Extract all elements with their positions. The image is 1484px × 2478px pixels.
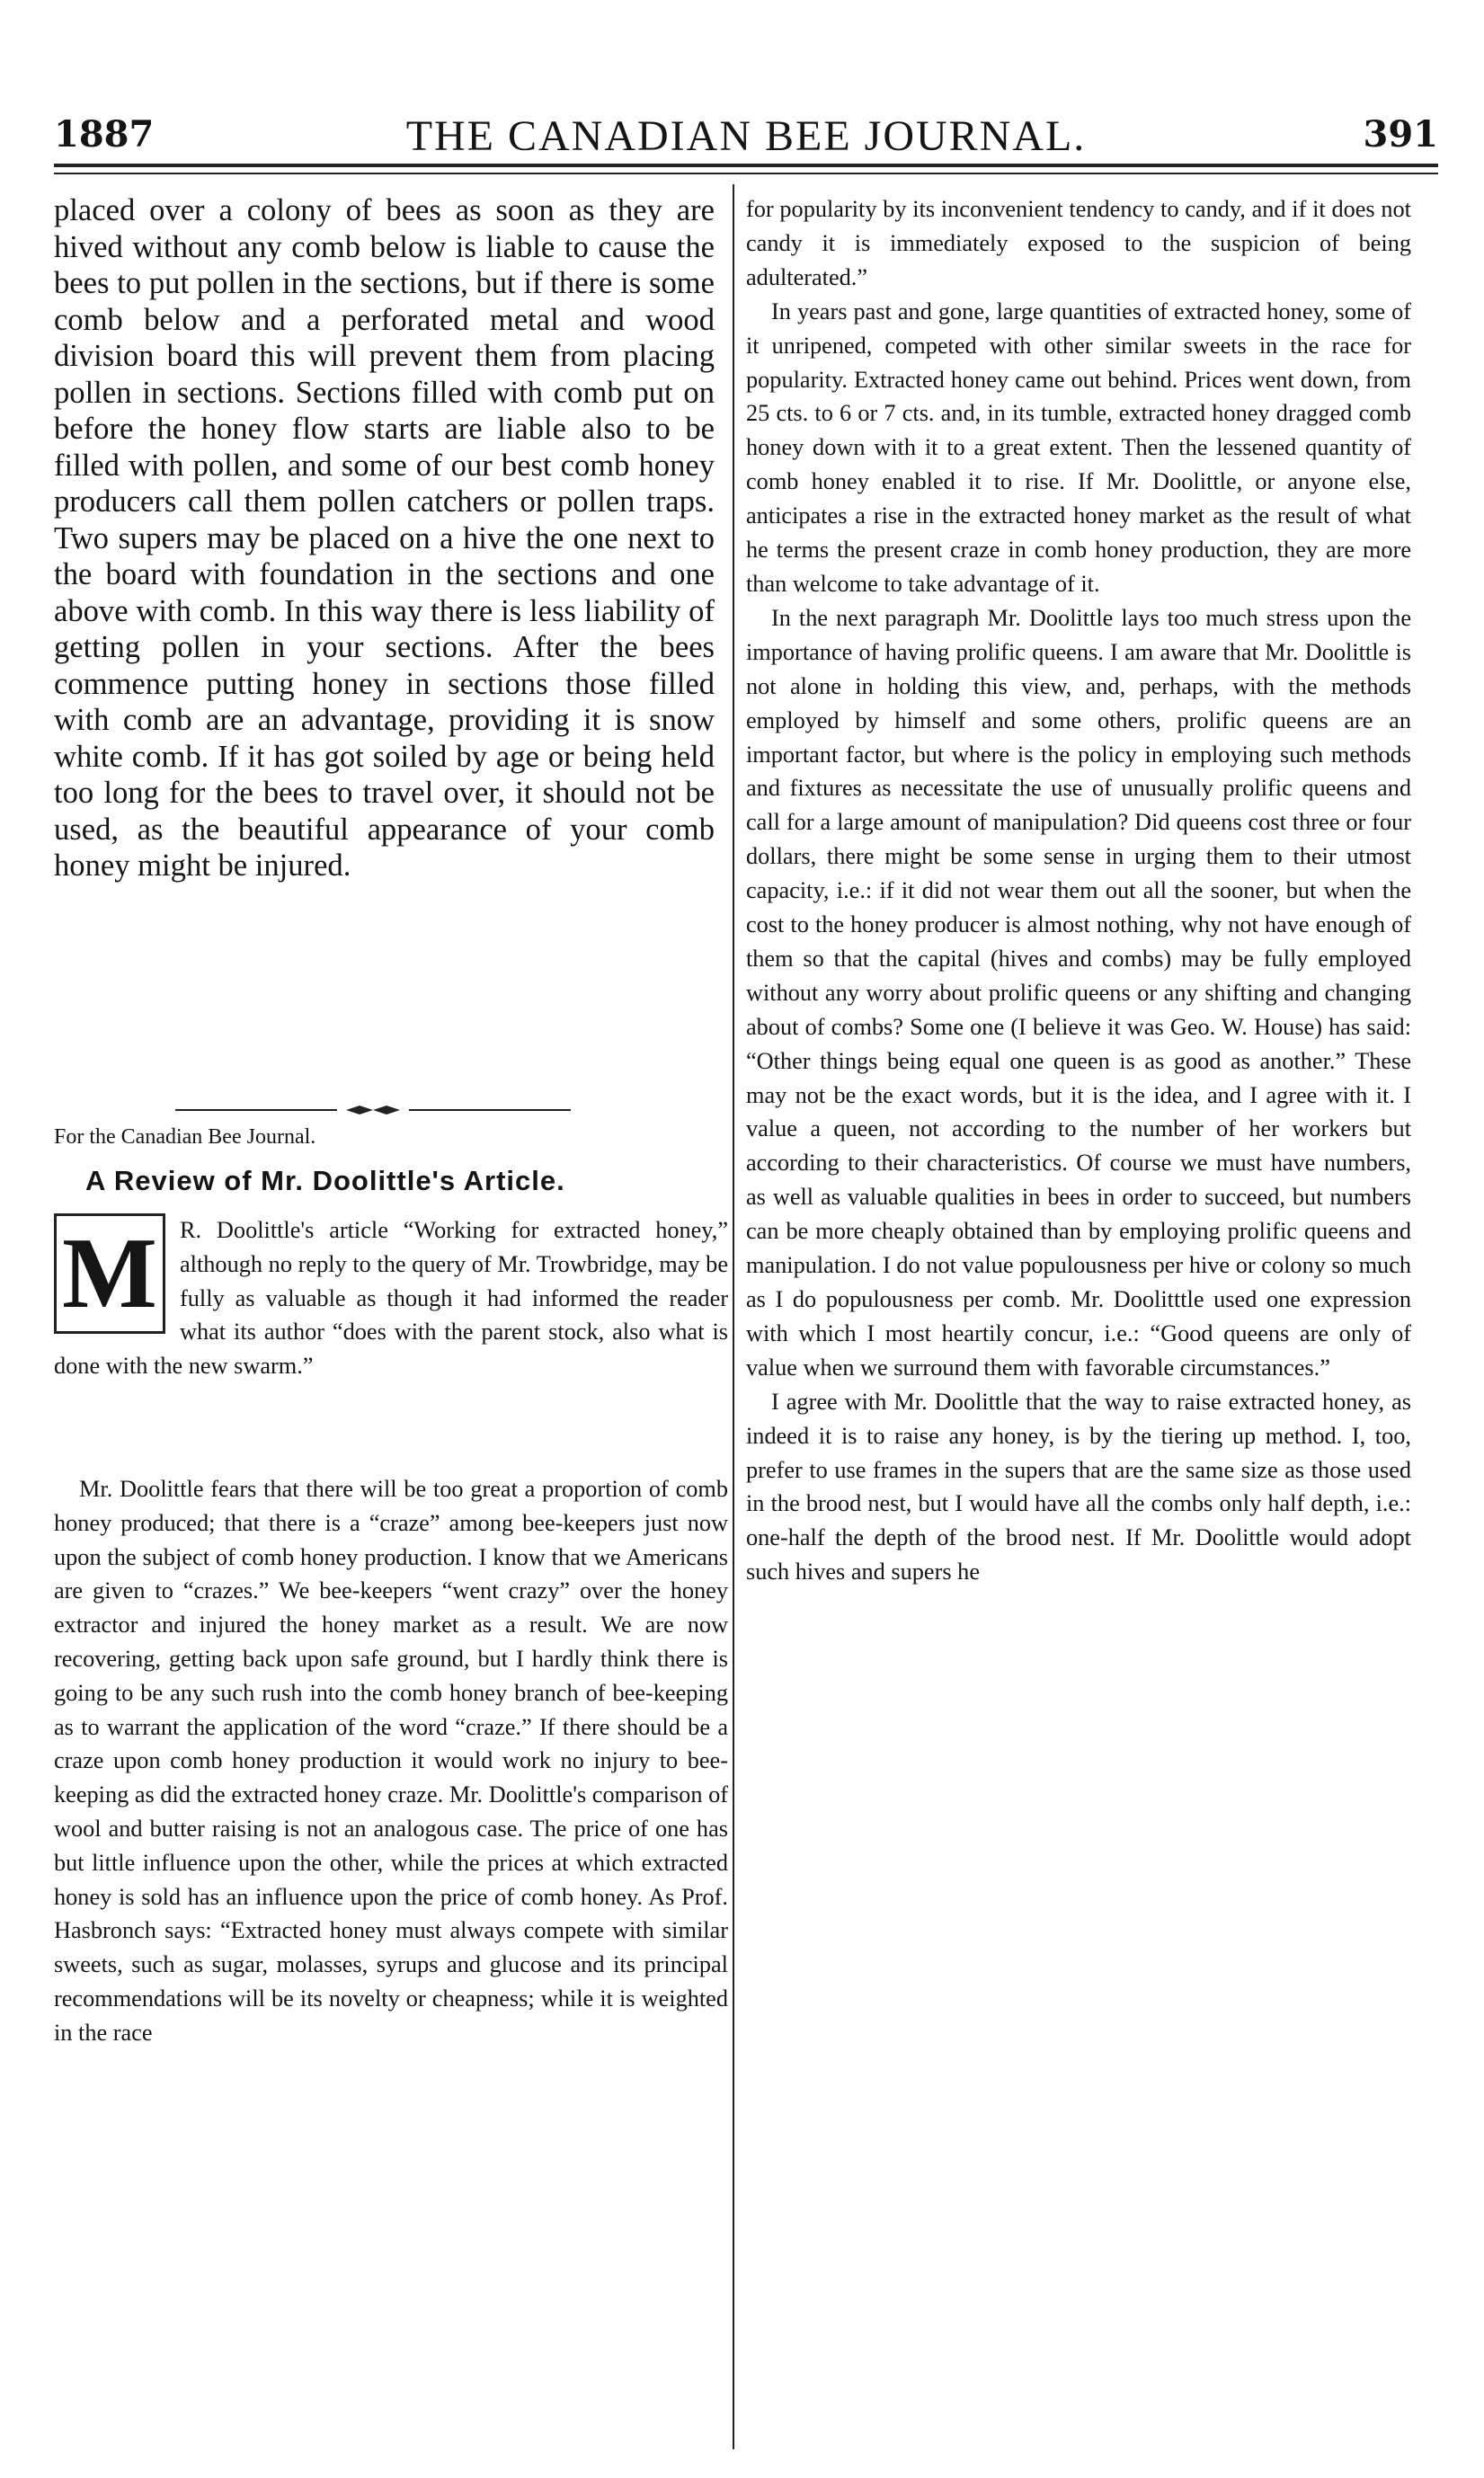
article-paragraph: In the next paragraph Mr. Doolittle lays too much stress upon the importance of having prolific queens. I am aware that Mr. Doolittle is not alone in holding this view, and, perhaps, with the methods employed by himself and some others, prolific queens are an important factor, but where is the policy in employing such methods and fixtures as necessitate the use of unusually prolific queens and call for a large amount of manipulation? Did queens cost three or four dollars, there might be some sense in urging them to their utmost capacity, i.e.: if it did not wear them out all the sooner, but when the cost to the honey producer is almost nothing, why not have enough of them so that the capital (hives and combs) may be fully employed without any worry about prolific queens or any shifting and changing about of combs? Some one (I believe it was Geo. W. House) has said: “Other things being equal one queen is as good as another.” These may not be the exact words, but it is the idea, and I agree with it. I value a queen, not according to the number of her workers but according to their characteristics. Of course we must have numbers, as well as valuable qualities in bees in order to succeed, but numbers can be more cheaply obtained than by employing prolific queens and manipulation. I do not value populousness per hive or colony so much as I do populousness per comb. Mr. Doolitttle used one expression with which I most heartily concur, i.e.: “Good queens are only of value when we surround them with favorable circumstances.” [746, 604, 1411, 1381]
first-paragraph-text: R. Doolittle's article “Working for extracted honey,” although no reply to the query of Mr. Trowbridge, may be fully as valuable as though it had informed the reader what its author “does with the parent stock, also what is done with the new swarm.” [54, 1217, 728, 1380]
byline: For the Canadian Bee Journal. [54, 1125, 316, 1149]
left-column-continuation [54, 192, 715, 884]
section-ornament [175, 1104, 571, 1116]
drop-cap: M [54, 1213, 165, 1334]
column-divider [733, 184, 734, 2449]
header-rule-thin [54, 173, 1438, 174]
article-title: A Review of Mr. Doolittle's Article. [85, 1165, 565, 1196]
page-header [54, 97, 1438, 160]
article-paragraph: In years past and gone, large quantities of extracted honey, some of it unripened, competed with other similar sweets in the race for popularity. Extracted honey came out behind. Prices went down, from 25 cts. to 6 or 7 cts. and, in its tumble, extracted honey dragged comb honey down with it to a great extent. Then the lessened quantity of comb honey enabled it to rise. If Mr. Doolittle, or anyone else, anticipates a rise in the extracted honey market as the result of what he terms the present craze in comb honey production, they are more than welcome to take advantage of it. [746, 298, 1411, 597]
page-number: 391 [1363, 113, 1438, 155]
article-paragraph: Mr. Doolittle fears that there will be too great a proportion of comb honey produced; that there is a “craze” among bee-keepers just now upon the subject of comb honey production. I know that we Americans are given to “crazes.” We bee-keepers “went crazy” over the honey extractor and injured the honey market as a result. We are now recovering, getting back upon safe ground, but I hardly think there is going to be any such rush into the comb honey branch of bee-keeping as to warrant the application of the word “craze.” If there should be a craze upon comb honey production it would work no injury to bee-keeping as did the extracted honey craze. Mr. Doolittle's comparison of wool and butter raising is not an analogous case. The price of one has but little influence upon the other, while the prices at which extracted honey is sold has an influence upon the price of comb honey. As Prof. Hasbronch says: “Extracted honey must always compete with similar sweets, such as sugar, molasses, syrups and glucose and its principal recommendations will be its novelty or cheapness; while it is weighted in the race [54, 1476, 728, 2046]
header-year: 1887 [54, 113, 155, 155]
left-column-body [54, 1472, 728, 2050]
right-column [746, 192, 1411, 1589]
continuation-paragraph: placed over a colony of bees as soon as they are hived without any comb below is liable to cause the bees to put pollen in the sections, but if there is some comb below and a perforated metal and wood division board this will prevent them from placing pollen in sections. Sections filled with comb put on before the honey flow starts are liable also to be filled with pollen, and some of our best comb honey producers call them pollen catchers or pollen traps. Two supers may be placed on a hive the one next to the board with foundation in the sections and one above with comb. In this way there is less liability of getting pollen in your sections. After the bees commence putting honey in sections those filled with comb are an advantage, providing it is snow white comb. If it has got soiled by age or being held too long for the bees to travel over, it should not be used, as the beautiful appearance of your comb honey might be injured. [54, 193, 715, 883]
journal-title: THE CANADIAN BEE JOURNAL. [405, 112, 1087, 160]
article-paragraph: for popularity by its inconvenient tendency to candy, and if it does not candy it is immediately exposed to the suspicion of being adulterated.” [746, 196, 1411, 290]
article-paragraph: I agree with Mr. Doolittle that the way to raise extracted honey, as indeed it is to raise any honey, is by the tiering up method. I, too, prefer to use frames in the supers that are the same size as those used in the brood nest, but I would have all the combs only half depth, i.e.: one-half the depth of the brood nest. If Mr. Doolittle would adopt such hives and supers he [746, 1388, 1411, 1585]
header-rule-thick [54, 164, 1438, 167]
